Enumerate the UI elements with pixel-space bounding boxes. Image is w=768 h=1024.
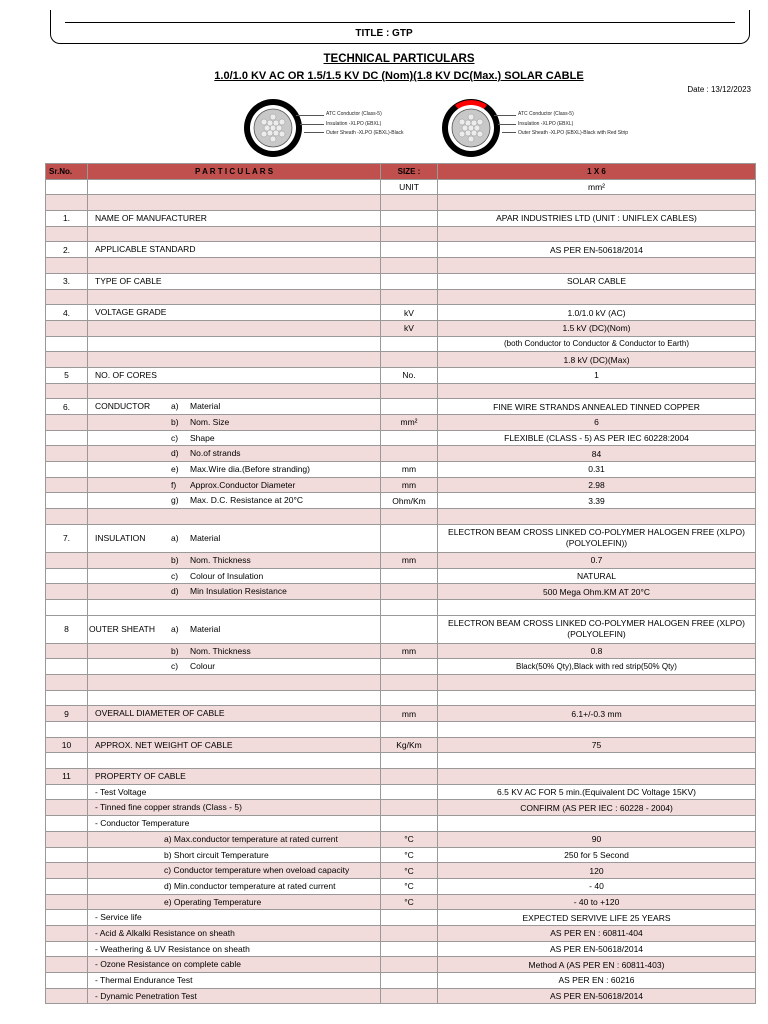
table-row	[46, 211, 756, 227]
document-heading: TECHNICAL PARTICULARS	[323, 53, 475, 65]
header-size-value: 1 X 6	[438, 164, 756, 180]
row-value: CONFIRM (AS PER IEC : 60228 - 2004)	[438, 800, 756, 816]
item-label: e)	[171, 464, 179, 475]
table-row	[46, 584, 756, 600]
row-unit	[381, 659, 438, 675]
row-unit: °C	[381, 847, 438, 863]
item-text: Max.Wire dia.(Before stranding)	[190, 464, 310, 475]
leader-line	[502, 132, 516, 133]
row-name: VOLTAGE GRADE	[95, 307, 167, 318]
table-row	[46, 477, 756, 493]
row-unit: mm	[381, 643, 438, 659]
item-text: No.of strands	[190, 448, 241, 459]
row-value: Method A (AS PER EN : 60811-403)	[438, 957, 756, 973]
leader-line	[296, 115, 324, 116]
property-label: c) Conductor temperature when oveload capacity	[164, 865, 350, 876]
table-header-row	[46, 164, 756, 180]
item-text: Colour	[190, 661, 216, 672]
row-value: - 40	[438, 878, 756, 894]
row-number: 7.	[46, 524, 88, 552]
item-label: a)	[171, 401, 179, 412]
unit-header: UNIT	[381, 179, 438, 195]
row-unit: °C	[381, 894, 438, 910]
row-value: 1	[438, 367, 756, 383]
table-row	[46, 273, 756, 289]
cable2-legend	[518, 110, 628, 139]
item-label: c)	[171, 570, 179, 581]
item-text: Nom. Thickness	[190, 645, 251, 656]
item-text: Colour of Insulation	[190, 570, 264, 581]
row-name: CONDUCTOR	[95, 401, 151, 412]
row-value: FLEXIBLE (CLASS - 5) AS PER IEC 60228:2004	[438, 430, 756, 446]
property-label: - Thermal Endurance Test	[95, 975, 193, 985]
row-value: AS PER EN : 60811-404	[438, 925, 756, 941]
table-row	[46, 659, 756, 675]
row-value: 500 Mega Ohm.KM AT 20°C	[438, 584, 756, 600]
row-value: AS PER EN-50618/2014	[438, 988, 756, 1004]
row-name: TYPE OF CABLE	[95, 275, 162, 286]
item-label: f)	[171, 479, 177, 490]
table-row	[46, 878, 756, 894]
item-label: b)	[171, 417, 179, 427]
row-unit: °C	[381, 863, 438, 879]
table-row	[46, 925, 756, 941]
table-row	[46, 988, 756, 1004]
cable-cross-section-red-strip	[438, 98, 504, 158]
row-unit	[381, 584, 438, 600]
item-label: a)	[171, 623, 179, 634]
item-text: Min Insulation Resistance	[190, 586, 287, 597]
item-label: g)	[171, 495, 179, 506]
row-value: (both Conductor to Conductor & Conductor to Earth)	[438, 336, 756, 352]
row-unit	[381, 446, 438, 462]
row-unit: mm	[381, 477, 438, 493]
table-row	[46, 615, 756, 643]
item-text: Material	[190, 401, 221, 412]
table-row	[46, 941, 756, 957]
table-row	[46, 957, 756, 973]
row-value: 1.5 kV (DC)(Nom)	[438, 320, 756, 336]
row-unit: Kg/Km	[381, 737, 438, 753]
row-value: 1.0/1.0 kV (AC)	[438, 305, 756, 321]
table-row	[46, 643, 756, 659]
leader-line	[498, 124, 516, 125]
cable1-label-insulation: Insulation -XLPO (EBXL)	[326, 120, 382, 127]
table-row	[46, 320, 756, 336]
table-row	[46, 706, 756, 722]
leader-line	[304, 132, 324, 133]
row-value: 84	[438, 446, 756, 462]
row-value: 90	[438, 831, 756, 847]
title-rule	[65, 22, 735, 23]
row-unit: mm	[381, 552, 438, 568]
row-value: 0.31	[438, 462, 756, 478]
table-row	[46, 305, 756, 321]
row-name: NAME OF MANUFACTURER	[95, 213, 207, 224]
table-row	[46, 816, 756, 832]
item-text: Nom. Thickness	[190, 554, 251, 565]
table-row	[46, 568, 756, 584]
cable1-label-conductor: ATC Conductor (Class-5)	[326, 111, 382, 117]
row-value: 0.8	[438, 643, 756, 659]
row-value: EXPECTED SERVIVE LIFE 25 YEARS	[438, 910, 756, 926]
item-text: Shape	[190, 432, 215, 443]
row-value: 1.8 kV (DC)(Max)	[438, 352, 756, 368]
row-value: 6	[438, 415, 756, 431]
table-row	[46, 352, 756, 368]
cable-cross-section-black	[240, 98, 306, 158]
table-row	[46, 242, 756, 258]
item-label: a)	[171, 532, 179, 543]
row-value: 250 for 5 Second	[438, 847, 756, 863]
row-value: 6.1+/-0.3 mm	[438, 706, 756, 722]
row-unit: Ohm/Km	[381, 493, 438, 509]
table-row	[46, 552, 756, 568]
cable2-label-sheath: Outer Sheath -XLPO (EBXL)-Black with Red Strip	[518, 130, 629, 136]
table-row	[46, 446, 756, 462]
row-name: OVERALL DIAMETER OF CABLE	[95, 708, 225, 719]
row-name: INSULATION	[95, 532, 146, 543]
item-text: Nom. Size	[190, 417, 230, 427]
property-label: a) Max.conductor temperature at rated current	[164, 833, 338, 844]
page-title: TITLE : GTP	[355, 28, 413, 39]
item-text: Material	[190, 623, 221, 634]
row-value: AS PER EN : 60216	[438, 973, 756, 989]
row-number: 6.	[46, 399, 88, 415]
row-value: NATURAL	[438, 568, 756, 584]
leader-line	[300, 124, 324, 125]
row-number: 2.	[46, 242, 88, 258]
table-row	[46, 415, 756, 431]
table-row	[46, 737, 756, 753]
table-row	[46, 863, 756, 879]
row-value: - 40 to +120	[438, 894, 756, 910]
row-value: APAR INDUSTRIES LTD (UNIT : UNIFLEX CABLES)	[438, 211, 756, 227]
property-label: - Acid & Alkalki Resistance on sheath	[95, 927, 235, 938]
row-value: ELECTRON BEAM CROSS LINKED CO-POLYMER HALOGEN FREE (XLPO) (POLYOLEFIN)	[438, 615, 756, 643]
property-label: - Dynamic Penetration Test	[95, 990, 197, 1001]
row-name: APPROX. NET WEIGHT OF CABLE	[95, 739, 233, 750]
table-row	[46, 430, 756, 446]
row-unit	[381, 430, 438, 446]
row-number: 1.	[46, 211, 88, 227]
row-number: 4.	[46, 305, 88, 321]
table-row	[46, 367, 756, 383]
row-name: PROPERTY OF CABLE	[95, 771, 186, 782]
leader-line	[494, 115, 516, 116]
item-label: c)	[171, 432, 179, 443]
row-name: APPLICABLE STANDARD	[95, 244, 196, 255]
row-value: 3.39	[438, 493, 756, 509]
row-number: 5	[46, 367, 88, 383]
row-value: 75	[438, 737, 756, 753]
item-label: d)	[171, 586, 179, 597]
row-value: ELECTRON BEAM CROSS LINKED CO-POLYMER HALOGEN FREE (XLPO) (POLYOLEFIN))	[438, 524, 756, 552]
item-label: b)	[171, 554, 179, 565]
document-date: Date : 13/12/2023	[687, 85, 751, 94]
row-name: NO. OF CORES	[95, 369, 157, 380]
property-label: - Test Voltage	[95, 786, 147, 797]
property-label: - Conductor Temperature	[95, 818, 190, 829]
header-srno: Sr.No.	[46, 164, 88, 180]
technical-particulars-table	[45, 163, 756, 1004]
row-value: Black(50% Qty),Black with red strip(50% Qty)	[438, 659, 756, 675]
property-label: - Tinned fine copper strands (Class - 5)	[95, 802, 242, 813]
row-number: 9	[46, 706, 88, 722]
table-row	[46, 831, 756, 847]
property-label: - Ozone Resistance on complete cable	[95, 959, 241, 970]
table-row	[46, 524, 756, 552]
table-row	[46, 847, 756, 863]
item-text: Approx.Conductor Diameter	[190, 479, 296, 490]
row-value: FINE WIRE STRANDS ANNEALED TINNED COPPER	[438, 399, 756, 415]
property-label: - Weathering & UV Resistance on sheath	[95, 943, 250, 954]
cable2-label-conductor: ATC Conductor (Class-5)	[518, 111, 574, 117]
unit-value: mm²	[438, 179, 756, 195]
row-value: SOLAR CABLE	[438, 273, 756, 289]
document-subheading: 1.0/1.0 KV AC OR 1.5/1.5 KV DC (Nom)(1.8 KV DC(Max.) SOLAR CABLE	[214, 70, 584, 82]
row-value: 6.5 KV AC FOR 5 min.(Equivalent DC Voltage 15KV)	[438, 784, 756, 800]
row-unit: kV	[381, 305, 438, 321]
cable2-label-insulation: Insulation -XLPO (EBXL)	[518, 120, 574, 127]
table-row	[46, 973, 756, 989]
table-row	[46, 336, 756, 352]
item-label: b)	[171, 645, 179, 656]
table-row	[46, 179, 756, 195]
property-label: d) Min.conductor temperature at rated current	[164, 880, 336, 891]
property-label: - Service life	[95, 912, 142, 923]
row-unit	[381, 568, 438, 584]
cable1-label-sheath: Outer Sheath -XLPO (EBXL)-Black	[326, 130, 404, 136]
row-unit: kV	[381, 320, 438, 336]
table-row	[46, 399, 756, 415]
table-row	[46, 894, 756, 910]
row-number: 11	[46, 769, 88, 785]
table-row	[46, 493, 756, 509]
header-size: SIZE :	[381, 164, 438, 180]
table-row	[46, 800, 756, 816]
row-unit: mm²	[381, 415, 438, 431]
row-number: 10	[46, 737, 88, 753]
property-label: e) Operating Temperature	[164, 896, 262, 907]
row-value: 0.7	[438, 552, 756, 568]
row-name: OUTER SHEATH	[89, 623, 155, 634]
row-unit: No.	[381, 367, 438, 383]
row-unit: °C	[381, 878, 438, 894]
row-value: AS PER EN-50618/2014	[438, 941, 756, 957]
property-label: b) Short circuit Temperature	[164, 849, 269, 860]
item-label: d)	[171, 448, 179, 459]
table-row	[46, 784, 756, 800]
header-particulars: P A R T I C U L A R S	[88, 164, 381, 180]
row-unit	[381, 615, 438, 643]
table-row	[46, 769, 756, 785]
table-row	[46, 462, 756, 478]
item-text: Material	[190, 532, 221, 543]
row-unit: mm	[381, 706, 438, 722]
item-text: Max. D.C. Resistance at 20°C	[190, 495, 303, 506]
row-value: 120	[438, 863, 756, 879]
item-label: c)	[171, 661, 179, 672]
row-number: 3.	[46, 273, 88, 289]
row-unit: mm	[381, 462, 438, 478]
row-number: 8	[46, 615, 88, 643]
row-value: AS PER EN-50618/2014	[438, 242, 756, 258]
row-unit	[381, 399, 438, 415]
row-unit: °C	[381, 831, 438, 847]
row-unit	[381, 524, 438, 552]
table-row	[46, 910, 756, 926]
row-value: 2.98	[438, 477, 756, 493]
cable1-legend	[326, 110, 404, 139]
